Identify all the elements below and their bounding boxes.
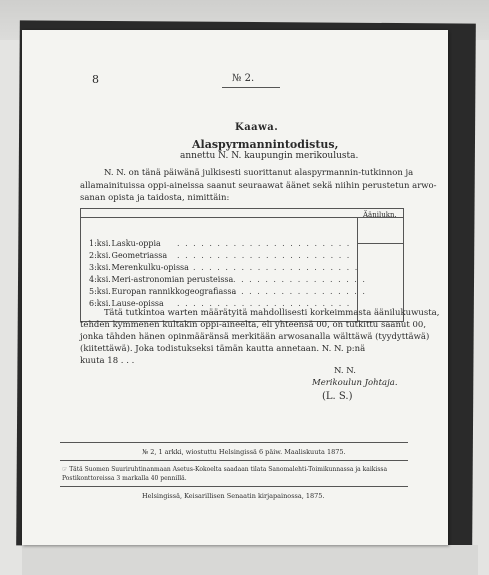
intro-line-3: sanan opista ja taidosta, nimittäin:	[80, 193, 230, 203]
background-bottom	[22, 545, 478, 575]
table-column-header: Äänilukn.	[363, 211, 397, 219]
page-number: 8	[92, 73, 99, 86]
footer-subscription-note	[62, 466, 387, 473]
closing-line-5: kuuta 18 . . .	[80, 356, 135, 366]
footer-subscription-line-2: Postikonttoreissa 3 markalla 40 pennillä.	[62, 475, 187, 482]
leader-dots: . . . . . . . . . . . . . . . . . . . . .	[193, 263, 359, 272]
row-subject: Meri-astronomian perusteissa	[111, 275, 234, 284]
document-number: № 2.	[232, 73, 255, 84]
footer-rule-2	[60, 460, 408, 461]
table-row	[89, 287, 236, 296]
footer-subscription-line-1: Tätä Suomen Suuriruhtinanmaan Asetus-Kokoelta saadaan tilata Sanomalehti-Toimikunnassa ja kaikissa	[69, 466, 388, 473]
row-number: 3:ksi.	[89, 263, 111, 272]
intro-line-1: N. N. on tänä päiwänä julkisesti suorittanut alaspyrmannin-tutkinnon ja	[104, 168, 414, 178]
document-title: Alaspyrmannintodistus,	[192, 138, 339, 151]
closing-line-1: Tätä tutkintoa warten määrätyitä mahdollisesti korkeimmasta äänilukuwusta,	[104, 308, 440, 318]
closing-line-3: jonka tähden hänen opinmääränsä merkitään arwosanalla wälttäwä (tyydyttäwä)	[80, 332, 430, 342]
table-header-rule	[357, 243, 403, 244]
row-subject: Geometriassa	[111, 251, 168, 260]
closing-line-2: tehden kymmenen kultakin oppi-aineelta, eli yhteensä 00, on tutkittu saanut 00,	[80, 320, 427, 330]
row-number: 1:ksi.	[89, 239, 111, 248]
footer-imprint: Helsingissä, Keisarillisen Senaatin kirjapainossa, 1875.	[142, 492, 325, 500]
row-subject: Europan rannikkogeografiassa	[111, 287, 237, 296]
row-subject: Merenkulku-opissa	[111, 263, 189, 272]
footer-print-note: № 2, 1 arkki, wiostuttu Helsingissä 6 päiw. Maaliskuuta 1875.	[142, 448, 346, 456]
footer-rule-1	[60, 442, 408, 443]
leader-dots: . . . . . . . . . . . . . . . . .	[233, 287, 367, 296]
closing-line-4: (kiitettäwä). Joka todistukseksi tämän kautta annetaan. N. N. p:nä	[80, 344, 366, 354]
table-row	[89, 299, 164, 308]
signature-role: Merikoulun Johtaja.	[312, 378, 398, 388]
row-number: 2:ksi.	[89, 251, 111, 260]
form-label: Kaawa.	[235, 122, 279, 133]
footer-rule-3	[60, 486, 408, 487]
table-row	[89, 263, 189, 272]
leader-dots: . . . . . . . . . . . . . . . . . . . . . .	[177, 299, 351, 308]
intro-line-2: allamainituissa oppi-aineissa saanut seuraawat äänet sekä niihin perustetun arwo-	[80, 181, 437, 191]
table-row	[89, 251, 167, 260]
signature-name: N. N.	[334, 366, 356, 376]
row-number: 5:ksi.	[89, 287, 111, 296]
leader-dots: . . . . . . . . . . . . . . . . . . . . . .	[177, 251, 351, 260]
seal-placeholder: (L. S.)	[322, 391, 353, 402]
document-page	[22, 30, 448, 545]
row-subject: Lause-opissa	[111, 299, 164, 308]
leader-dots: . . . . . . . . . . . . . . . . .	[233, 275, 367, 284]
table-inner-rule	[81, 217, 403, 218]
row-subject: Lasku-oppia	[111, 239, 161, 248]
grades-table	[80, 208, 404, 322]
pointing-hand-icon: ☞	[62, 466, 70, 473]
header-rule	[222, 87, 280, 88]
leader-dots: . . . . . . . . . . . . . . . . . . . . . .	[177, 239, 351, 248]
table-row	[89, 275, 233, 284]
table-row	[89, 239, 161, 248]
document-subtitle: annettu N. N. kaupungin merikoulusta.	[180, 151, 359, 161]
row-number: 6:ksi.	[89, 299, 111, 308]
row-number: 4:ksi.	[89, 275, 111, 284]
